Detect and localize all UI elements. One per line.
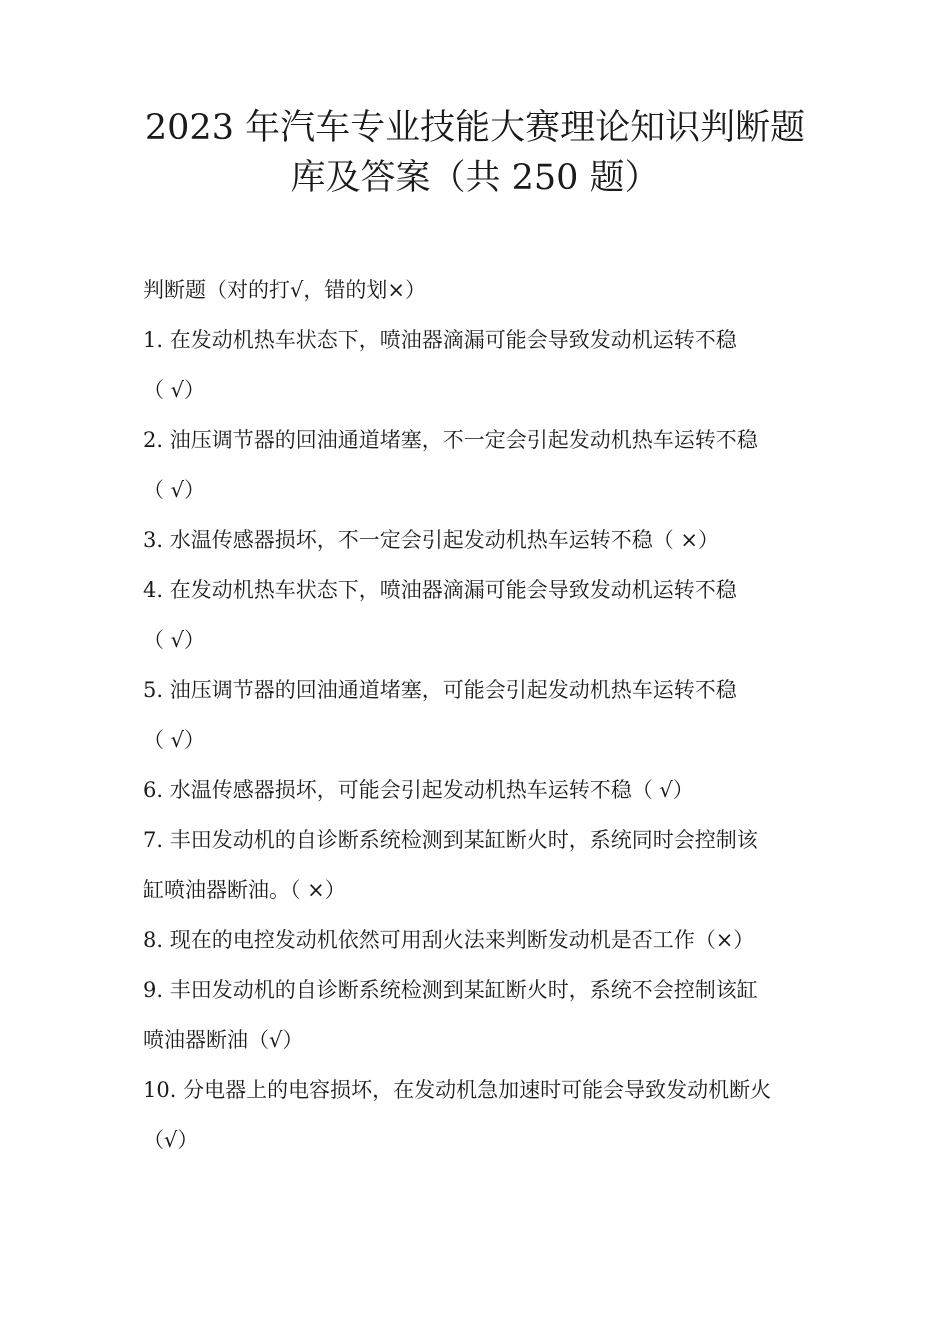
question-text: 1. 在发动机热车状态下，喷油器滴漏可能会导致发动机运转不稳 (143, 328, 737, 352)
question-answer: （ √） (143, 728, 206, 752)
question-text: 7. 丰田发动机的自诊断系统检测到某缸断火时，系统同时会控制该 (143, 828, 758, 852)
document-title (0, 103, 950, 203)
question-item-6 (143, 765, 823, 815)
question-item-1 (143, 315, 823, 415)
question-answer: 缸喷油器断油。（ ×） (143, 878, 346, 902)
document-title-line-2: 库及答案（共 250 题） (290, 158, 660, 198)
question-answer: （ √） (143, 628, 206, 652)
document-body (143, 265, 823, 1165)
question-answer: （ √） (143, 378, 206, 402)
question-text: 10. 分电器上的电容损坏，在发动机急加速时可能会导致发动机断火 (143, 1078, 772, 1102)
question-item-4 (143, 565, 823, 665)
question-item-10 (143, 1065, 823, 1165)
question-text: 2. 油压调节器的回油通道堵塞，不一定会引起发动机热车运转不稳 (143, 428, 758, 452)
section-label: 判断题（对的打√，错的划×） (143, 278, 426, 302)
question-item-3 (143, 515, 823, 565)
question-answer: 喷油器断油（√） (143, 1028, 304, 1052)
document-title-line-1: 2023 年汽车专业技能大赛理论知识判断题 (144, 108, 806, 148)
question-text: 6. 水温传感器损坏，可能会引起发动机热车运转不稳（ √） (143, 778, 694, 802)
question-text: 5. 油压调节器的回油通道堵塞，可能会引起发动机热车运转不稳 (143, 678, 737, 702)
question-text: 3. 水温传感器损坏，不一定会引起发动机热车运转不稳（ ×） (143, 528, 719, 552)
question-answer: （√） (143, 1128, 199, 1152)
question-answer: （ √） (143, 478, 206, 502)
question-text: 8. 现在的电控发动机依然可用刮火法来判断发动机是否工作（×） (143, 928, 755, 952)
question-item-7 (143, 815, 823, 915)
question-text: 9. 丰田发动机的自诊断系统检测到某缸断火时，系统不会控制该缸 (143, 978, 758, 1002)
question-item-5 (143, 665, 823, 765)
question-item-8 (143, 915, 823, 965)
question-text: 4. 在发动机热车状态下，喷油器滴漏可能会导致发动机运转不稳 (143, 578, 737, 602)
question-item-9 (143, 965, 823, 1065)
question-item-2 (143, 415, 823, 515)
